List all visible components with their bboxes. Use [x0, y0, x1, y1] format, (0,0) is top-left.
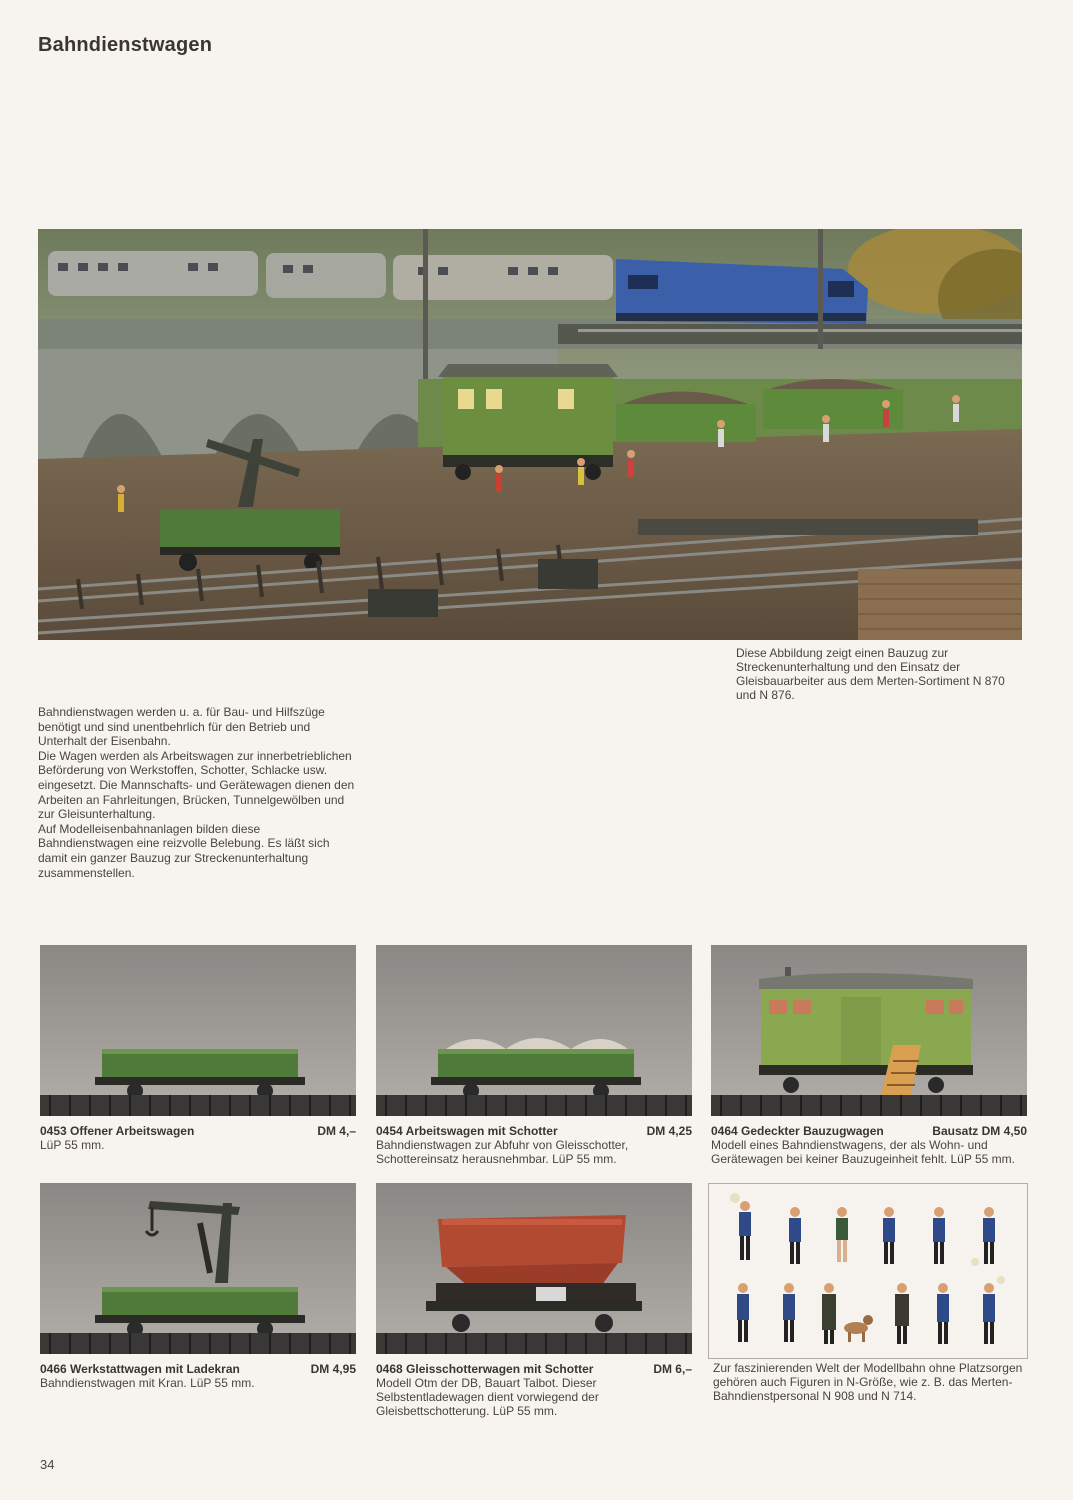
product-description: Bahndienstwagen zur Abfuhr von Gleisschotter, Schottereinsatz herausnehmbar. LüP 55 mm. — [376, 1138, 629, 1166]
product-card-0466 — [40, 1183, 356, 1390]
hero-caption: Diese Abbildung zeigt einen Bauzug zur Streckenunterhaltung und den Einsatz der Gleisbauarbeiter aus dem Merten-Sortiment N 870 und N 876. — [736, 646, 1005, 702]
product-photo-0466 — [40, 1183, 356, 1354]
product-photo-0464 — [711, 945, 1027, 1116]
product-photo-0454 — [376, 945, 692, 1116]
product-description: Modell eines Bahndienstwagens, der als Wohn- und Gerätewagen bei keiner Bauzugeinheit fehlt. LüP 55 mm. — [711, 1138, 1015, 1166]
figure-row-top — [730, 1193, 995, 1266]
product-price: DM 6,– — [653, 1362, 692, 1376]
hero-photo — [38, 229, 1022, 640]
intro-paragraph: Auf Modelleisenbahnanlagen bilden diese Bahndienstwagen eine reizvolle Belebung. Es läßt sich damit ein ganzer Bauzug zur Streckenunterhaltung zusammenstellen. — [38, 821, 330, 880]
intro-text — [38, 705, 358, 880]
product-price: DM 4,25 — [646, 1124, 692, 1138]
product-description: Modell Otm der DB, Bauart Talbot. Dieser Selbstentladewagen dient vorwiegend der Gleisbettschotterung. LüP 55 mm. — [376, 1376, 599, 1418]
product-description: LüP 55 mm. — [40, 1138, 105, 1152]
page-title: Bahndienstwagen — [38, 34, 213, 56]
product-card-0468 — [376, 1183, 692, 1418]
product-card-0454 — [376, 945, 692, 1166]
intro-paragraph: Bahndienstwagen werden u. a. für Bau- und Hilfszüge benötigt und sind unentbehrlich für den Betrieb und Unterhalt der Eisenbahn. — [38, 705, 325, 749]
product-price: Bausatz DM 4,50 — [932, 1124, 1027, 1138]
product-photo-0453 — [40, 945, 356, 1116]
product-price: DM 4,– — [317, 1124, 356, 1138]
figure-row-bottom — [737, 1276, 1005, 1344]
product-title: 0464 Gedeckter Bauzugwagen — [711, 1124, 884, 1138]
page-number: 34 — [40, 1457, 55, 1472]
product-card-0453 — [40, 945, 356, 1152]
product-card-0464 — [711, 945, 1027, 1166]
figures-photo — [708, 1183, 1028, 1359]
product-title: 0466 Werkstattwagen mit Ladekran — [40, 1362, 240, 1376]
figures-caption: Zur faszinierenden Welt der Modellbahn ohne Platzsorgen gehören auch Figuren in N-Größe, wie z. B. das Merten-Bahndienstpersonal N 908 und N 714. — [713, 1361, 1023, 1403]
intro-paragraph: Die Wagen werden als Arbeitswagen zur innerbetrieblichen Beförderung von Werkstoffen, Schotter, Schlacke usw. eingesetzt. Die Mannschafts- und Gerätewagen dienen den Arbeiten an Fahrleitungen, Brücken, Tunnelgewölben und zur Gleisunterhaltung. — [38, 748, 355, 822]
product-description: Bahndienstwagen mit Kran. LüP 55 mm. — [40, 1376, 255, 1390]
product-title: 0468 Gleisschotterwagen mit Schotter — [376, 1362, 594, 1376]
product-title: 0454 Arbeitswagen mit Schotter — [376, 1124, 558, 1138]
product-title: 0453 Offener Arbeitswagen — [40, 1124, 195, 1138]
product-photo-0468 — [376, 1183, 692, 1354]
product-price: DM 4,95 — [310, 1362, 356, 1376]
